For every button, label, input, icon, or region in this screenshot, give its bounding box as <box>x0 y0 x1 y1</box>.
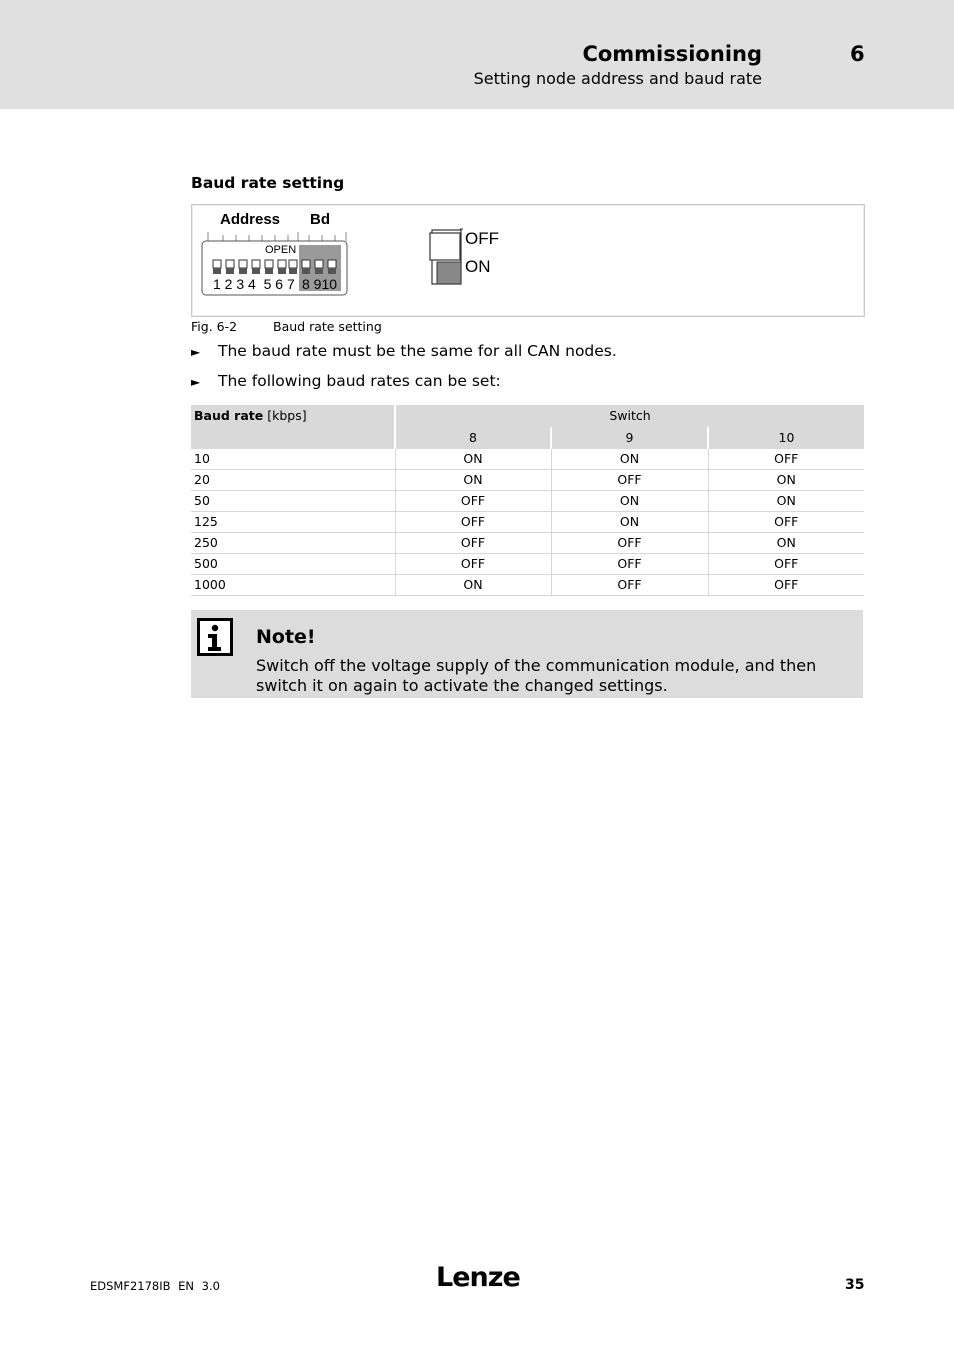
label-bd: Bd <box>310 211 330 228</box>
label-open: OPEN <box>265 244 297 256</box>
switch-numbers-bd: 8 910 <box>302 276 338 292</box>
cell-switch-8: OFF <box>395 533 551 554</box>
cell-switch-10: OFF <box>708 512 864 533</box>
cell-rate: 20 <box>191 470 395 491</box>
cell-rate: 1000 <box>191 575 395 596</box>
legend-off: OFF <box>465 229 499 248</box>
label-address: Address <box>220 211 281 228</box>
cell-rate: 125 <box>191 512 395 533</box>
switch-legend <box>430 229 463 284</box>
figure-baud-rate-setting <box>191 204 865 317</box>
col-header-switch-9: 9 <box>551 427 708 449</box>
chapter-subtitle: Setting node address and baud rate <box>473 69 762 88</box>
chapter-number: 6 <box>850 42 865 66</box>
cell-switch-9: ON <box>551 512 708 533</box>
chapter-title: Commissioning <box>582 42 762 66</box>
cell-switch-9: ON <box>551 491 708 512</box>
dip-switch-diagram <box>192 205 864 316</box>
cell-switch-9: OFF <box>551 554 708 575</box>
note-title: Note! <box>256 626 316 648</box>
figure-caption-number: Fig. 6-2 <box>191 319 238 334</box>
col-header-switch: Switch <box>395 405 864 427</box>
cell-switch-10: ON <box>708 491 864 512</box>
col-header-baud-rate: Baud rate [kbps] <box>191 405 395 449</box>
table-row <box>191 470 864 491</box>
cell-switch-10: ON <box>708 470 864 491</box>
cell-switch-8: OFF <box>395 491 551 512</box>
bullet-item <box>191 372 501 390</box>
bullet-text: The baud rate must be the same for all CAN nodes. <box>218 342 617 360</box>
bullet-text: The following baud rates can be set: <box>218 372 501 390</box>
cell-rate: 500 <box>191 554 395 575</box>
cell-switch-10: ON <box>708 533 864 554</box>
table-row <box>191 512 864 533</box>
cell-switch-10: OFF <box>708 554 864 575</box>
table-row <box>191 554 864 575</box>
bullet-item <box>191 342 617 360</box>
section-heading: Baud rate setting <box>191 174 345 192</box>
tick-ruler <box>208 232 346 241</box>
note-text: Switch off the voltage supply of the communication module, and then switch it on again to activate the changed settings. <box>256 656 817 695</box>
footer-doc-id: EDSMF2178IB EN 3.0 <box>90 1279 220 1293</box>
cell-switch-9: OFF <box>551 533 708 554</box>
bullet-arrow-icon: ► <box>191 345 201 359</box>
cell-switch-8: ON <box>395 575 551 596</box>
col-header-switch-8: 8 <box>395 427 551 449</box>
cell-switch-10: OFF <box>708 449 864 470</box>
cell-rate: 10 <box>191 449 395 470</box>
col-header-switch-10: 10 <box>708 427 864 449</box>
switch-numbers: 1 2 3 4 5 6 7 <box>213 276 295 292</box>
lenze-logo: Lenze <box>436 1262 520 1293</box>
cell-switch-9: OFF <box>551 575 708 596</box>
cell-switch-8: ON <box>395 470 551 491</box>
cell-switch-8: OFF <box>395 512 551 533</box>
table-row <box>191 533 864 554</box>
cell-rate: 250 <box>191 533 395 554</box>
cell-switch-8: OFF <box>395 554 551 575</box>
table-row <box>191 449 864 470</box>
cell-switch-8: ON <box>395 449 551 470</box>
table-row <box>191 491 864 512</box>
table-row <box>191 575 864 596</box>
header-band <box>0 0 954 109</box>
cell-switch-10: OFF <box>708 575 864 596</box>
legend-on: ON <box>465 257 491 276</box>
cell-switch-9: ON <box>551 449 708 470</box>
figure-caption-text: Baud rate setting <box>273 319 382 334</box>
note-box <box>191 610 863 698</box>
cell-rate: 50 <box>191 491 395 512</box>
baud-rate-table <box>191 405 864 596</box>
cell-switch-9: OFF <box>551 470 708 491</box>
info-icon <box>197 618 233 656</box>
figure-caption <box>191 319 382 334</box>
bullet-arrow-icon: ► <box>191 375 201 389</box>
page-number: 35 <box>845 1277 865 1293</box>
